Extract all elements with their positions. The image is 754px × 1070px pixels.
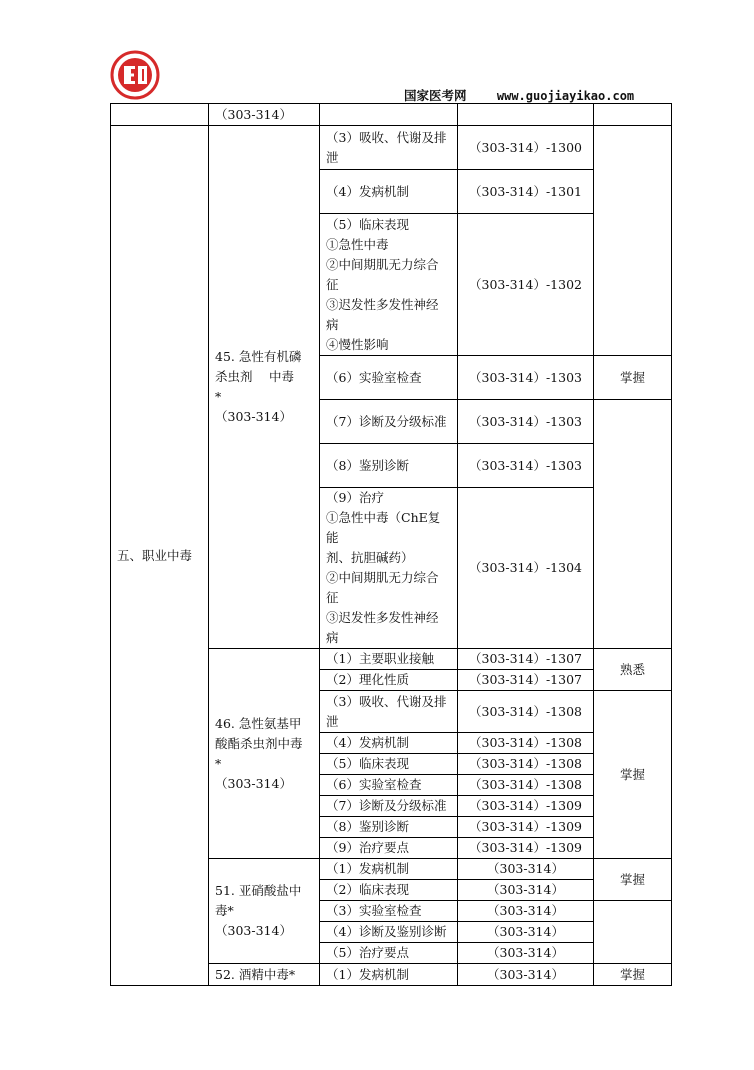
- cell-text: （303-314）-1301: [469, 183, 582, 199]
- cell-line: （3）实验室检查: [326, 903, 422, 918]
- cell-text: （303-314）-1309: [469, 819, 582, 834]
- cell-line: （5）临床表现: [326, 756, 409, 771]
- item-cell: [320, 649, 458, 670]
- cell-line: 46. 急性氨基甲: [215, 715, 302, 731]
- cell-line: *: [215, 389, 222, 404]
- syllabus-table: [110, 103, 672, 986]
- cell-line: 剂、抗胆碱药）: [326, 550, 414, 565]
- page-header: [404, 86, 634, 104]
- code-cell: [458, 838, 594, 859]
- cell-line: *: [215, 755, 222, 771]
- item-cell: [320, 943, 458, 964]
- code-cell: [458, 817, 594, 838]
- cell-text: 掌握: [619, 766, 645, 782]
- cell-text: （303-314）-1308: [469, 756, 582, 771]
- table-row: [111, 126, 672, 170]
- topic-cell-51: [209, 859, 320, 964]
- table-row: [111, 104, 672, 126]
- cell-text: （303-314）-1308: [469, 703, 582, 719]
- code-cell: [458, 964, 594, 986]
- code-cell: [458, 733, 594, 754]
- cell-text: 熟悉: [619, 661, 645, 677]
- cell-line: 泄: [326, 149, 339, 165]
- cell-text: （303-314）-1309: [469, 798, 582, 813]
- code-cell: [458, 922, 594, 943]
- code-cell: [458, 859, 594, 880]
- logo-icon: [110, 50, 160, 100]
- cell-line: 52. 酒精中毒*: [215, 966, 296, 982]
- item-cell: [320, 754, 458, 775]
- cell-line: 征: [326, 590, 339, 605]
- cell-line: 病: [326, 316, 339, 332]
- cell-line: （8）鉴别诊断: [326, 457, 409, 473]
- cell-line: （6）实验室检查: [326, 369, 422, 385]
- item-cell: [320, 922, 458, 943]
- code-cell: [458, 691, 594, 733]
- cell-text: （303-314）-1304: [469, 560, 582, 575]
- code-cell: [458, 754, 594, 775]
- code-cell: [458, 670, 594, 691]
- cell-line: （1）主要职业接触: [326, 651, 434, 666]
- code-cell-empty: [458, 104, 594, 126]
- cell-line: 杀虫剂 中毒: [215, 369, 294, 384]
- cell-text: （303-314）: [487, 903, 564, 918]
- item-cell: [320, 444, 458, 488]
- item-cell: [320, 796, 458, 817]
- cell-text: 五、职业中毒: [117, 547, 193, 563]
- level-cell-46b: [594, 691, 672, 859]
- level-cell-51-empty: [594, 901, 672, 964]
- item-cell: [320, 901, 458, 922]
- topic-cell-52: [209, 964, 320, 986]
- level-cell-45: [594, 356, 672, 400]
- cell-line: 酸酯杀虫剂中毒: [215, 735, 303, 751]
- cell-line: （5）临床表现: [326, 216, 409, 232]
- item-cell: [320, 356, 458, 400]
- code-cell: [458, 880, 594, 901]
- cell-line: 毒*: [215, 903, 234, 918]
- cell-text: （303-314）: [487, 945, 564, 960]
- item-cell: [320, 170, 458, 214]
- item-cell: [320, 670, 458, 691]
- cell-line: ④慢性影响: [326, 336, 389, 352]
- cell-line: 病: [326, 630, 339, 645]
- level-cell-51: [594, 859, 672, 901]
- cell-text: 掌握: [619, 966, 645, 982]
- cell-text: （303-314）-1307: [469, 672, 582, 687]
- item-cell: [320, 838, 458, 859]
- code-cell: [458, 796, 594, 817]
- cell-text: （303-314）: [487, 861, 564, 876]
- cell-text: 掌握: [619, 369, 645, 385]
- cell-line: 泄: [326, 713, 339, 729]
- item-cell: [320, 775, 458, 796]
- item-cell: [320, 880, 458, 901]
- item-cell: [320, 859, 458, 880]
- cell-line: ②中间期肌无力综合: [326, 570, 439, 585]
- cell-text: （303-314）: [487, 966, 564, 982]
- item-cell: [320, 126, 458, 170]
- cell-line: ①急性中毒: [326, 236, 389, 252]
- cell-line: 征: [326, 276, 339, 292]
- category-cell-empty: [111, 104, 209, 126]
- code-cell: [458, 901, 594, 922]
- cell-text: （303-314）-1303: [469, 369, 582, 385]
- item-cell: [320, 733, 458, 754]
- cell-line: 51. 亚硝酸盐中: [215, 883, 302, 898]
- cell-text: （303-314）: [215, 106, 292, 122]
- cell-line: （7）诊断及分级标准: [326, 413, 447, 429]
- header-site: www.guojiayikao.com: [496, 89, 635, 103]
- cell-text: （303-314）-1303: [469, 413, 582, 429]
- code-cell: [458, 649, 594, 670]
- cell-line: （5）治疗要点: [326, 945, 409, 960]
- cell-text: （303-314）: [487, 882, 564, 897]
- cell-line: （3）吸收、代谢及排: [326, 129, 447, 145]
- cell-text: （303-314）-1302: [469, 276, 582, 292]
- code-cell: [458, 943, 594, 964]
- topic-cell-45: [209, 126, 320, 649]
- cell-line: （4）发病机制: [326, 183, 409, 199]
- item-cell: [320, 964, 458, 986]
- cell-line: （7）诊断及分级标准: [326, 798, 447, 813]
- cell-text: （303-314）-1303: [469, 457, 582, 473]
- cell-text: （303-314）-1308: [469, 735, 582, 750]
- cell-line: （9）治疗要点: [326, 840, 409, 855]
- code-cell: [458, 356, 594, 400]
- topic-cell-46: [209, 649, 320, 859]
- code-cell: [458, 400, 594, 444]
- cell-text: （303-314）-1308: [469, 777, 582, 792]
- item-cell: [320, 488, 458, 649]
- code-cell: [458, 126, 594, 170]
- cell-line: （303-314）: [215, 775, 292, 791]
- cell-line: （8）鉴别诊断: [326, 819, 409, 834]
- cell-line: （3）吸收、代谢及排: [326, 693, 447, 709]
- cell-text: （303-314）-1307: [469, 651, 582, 666]
- cell-text: 掌握: [619, 871, 645, 887]
- topic-cell-continued: [209, 104, 320, 126]
- cell-text: （303-314）-1309: [469, 840, 582, 855]
- cell-text: （303-314）-1300: [469, 139, 582, 155]
- cell-line: （303-314）: [215, 923, 292, 938]
- code-cell: [458, 488, 594, 649]
- code-cell: [458, 214, 594, 356]
- code-cell: [458, 170, 594, 214]
- cell-line: （4）发病机制: [326, 735, 409, 750]
- cell-line: （9）治疗: [326, 490, 384, 505]
- category-cell: [111, 126, 209, 986]
- cell-line: ①急性中毒（ChE复能: [326, 510, 441, 545]
- cell-line: ②中间期肌无力综合: [326, 256, 439, 272]
- cell-line: （1）发病机制: [326, 966, 409, 982]
- cell-line: 45. 急性有机磷: [215, 349, 302, 364]
- code-cell: [458, 775, 594, 796]
- item-cell: [320, 214, 458, 356]
- cell-line: （6）实验室检查: [326, 777, 422, 792]
- cell-line: （4）诊断及鉴别诊断: [326, 924, 447, 939]
- cell-line: （303-314）: [215, 409, 292, 424]
- header-org: 国家医考网: [404, 88, 467, 103]
- item-cell-empty: [320, 104, 458, 126]
- level-cell-45-empty: [594, 126, 672, 356]
- cell-line: ③迟发性多发性神经: [326, 296, 439, 312]
- code-cell: [458, 444, 594, 488]
- item-cell: [320, 400, 458, 444]
- item-cell: [320, 691, 458, 733]
- cell-line: （1）发病机制: [326, 861, 409, 876]
- cell-text: （303-314）: [487, 924, 564, 939]
- cell-line: ③迟发性多发性神经: [326, 610, 439, 625]
- level-cell-46a: [594, 649, 672, 691]
- item-cell: [320, 817, 458, 838]
- level-cell-45-empty-2: [594, 400, 672, 649]
- level-cell-52: [594, 964, 672, 986]
- level-cell-empty: [594, 104, 672, 126]
- cell-line: （2）临床表现: [326, 882, 409, 897]
- cell-line: （2）理化性质: [326, 672, 409, 687]
